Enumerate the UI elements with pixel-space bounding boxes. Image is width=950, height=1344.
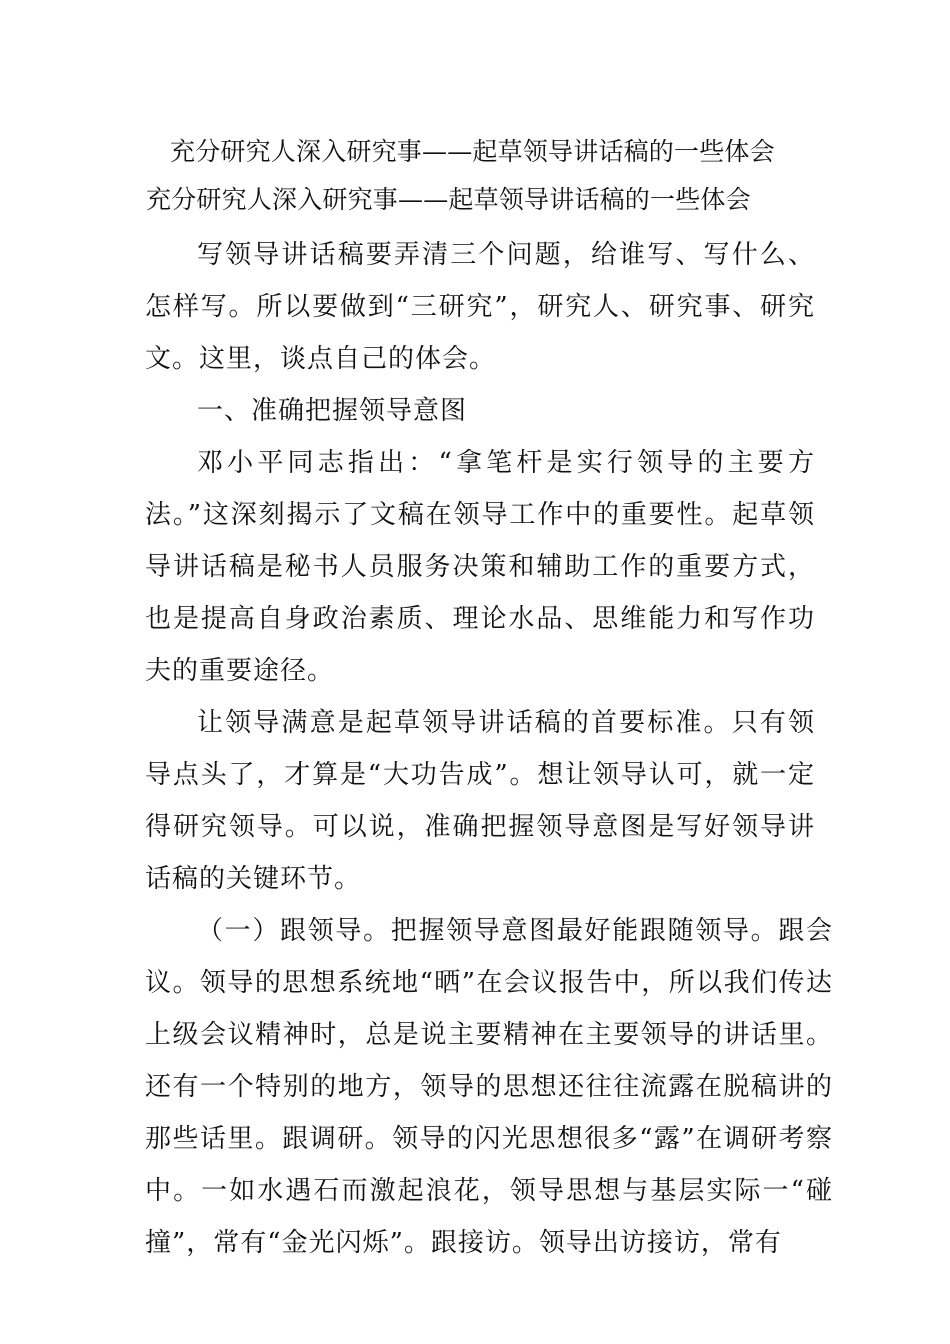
paragraph-quote: 邓小平同志指出：“拿笔杆是实行领导的主要方法。”这深刻揭示了文稿在领导工作中的重要性。起草领导讲话稿是秘书人员服务决策和辅助工作的重要方式，也是提高自身政治素质、理论水品、思维能力和写作功夫的重要途径。 [145, 448, 815, 686]
paragraph-follow-leader: （一）跟领导。把握领导意图最好能跟随领导。跟会议。领导的思想系统地“晒”在会议报告中，所以我们传达上级会议精神时，总是说主要精神在主要领导的讲话里。还有一个特别的地方，领导的思想还往往流露在脱稿讲的那些话里。跟调研。领导的闪光思想很多“露”在调研考察中。一如水遇石而激起浪花，领导思想与基层实际一“碰撞”，常有“金光闪烁”。跟接访。领导出访接访，常有 [145, 916, 833, 1258]
paragraph-standard: 让领导满意是起草领导讲话稿的首要标准。只有领导点头了，才算是“大功告成”。想让领导认可，就一定得研究领导。可以说，准确把握领导意图是写好领导讲话稿的关键环节。 [145, 708, 815, 894]
document-body [145, 229, 833, 1269]
section-heading: 一、准确把握领导意图 [197, 396, 468, 426]
document-title: 充分研究人深入研究事——起草领导讲话稿的一些体会 [170, 137, 775, 166]
paragraph-intro: 写领导讲话稿要弄清三个问题，给谁写、写什么、怎样写。所以要做到“三研究”，研究人、研究事、研究文。这里，谈点自己的体会。 [145, 240, 815, 374]
document-title-repeat: 充分研究人深入研究事——起草领导讲话稿的一些体会 [146, 185, 751, 214]
